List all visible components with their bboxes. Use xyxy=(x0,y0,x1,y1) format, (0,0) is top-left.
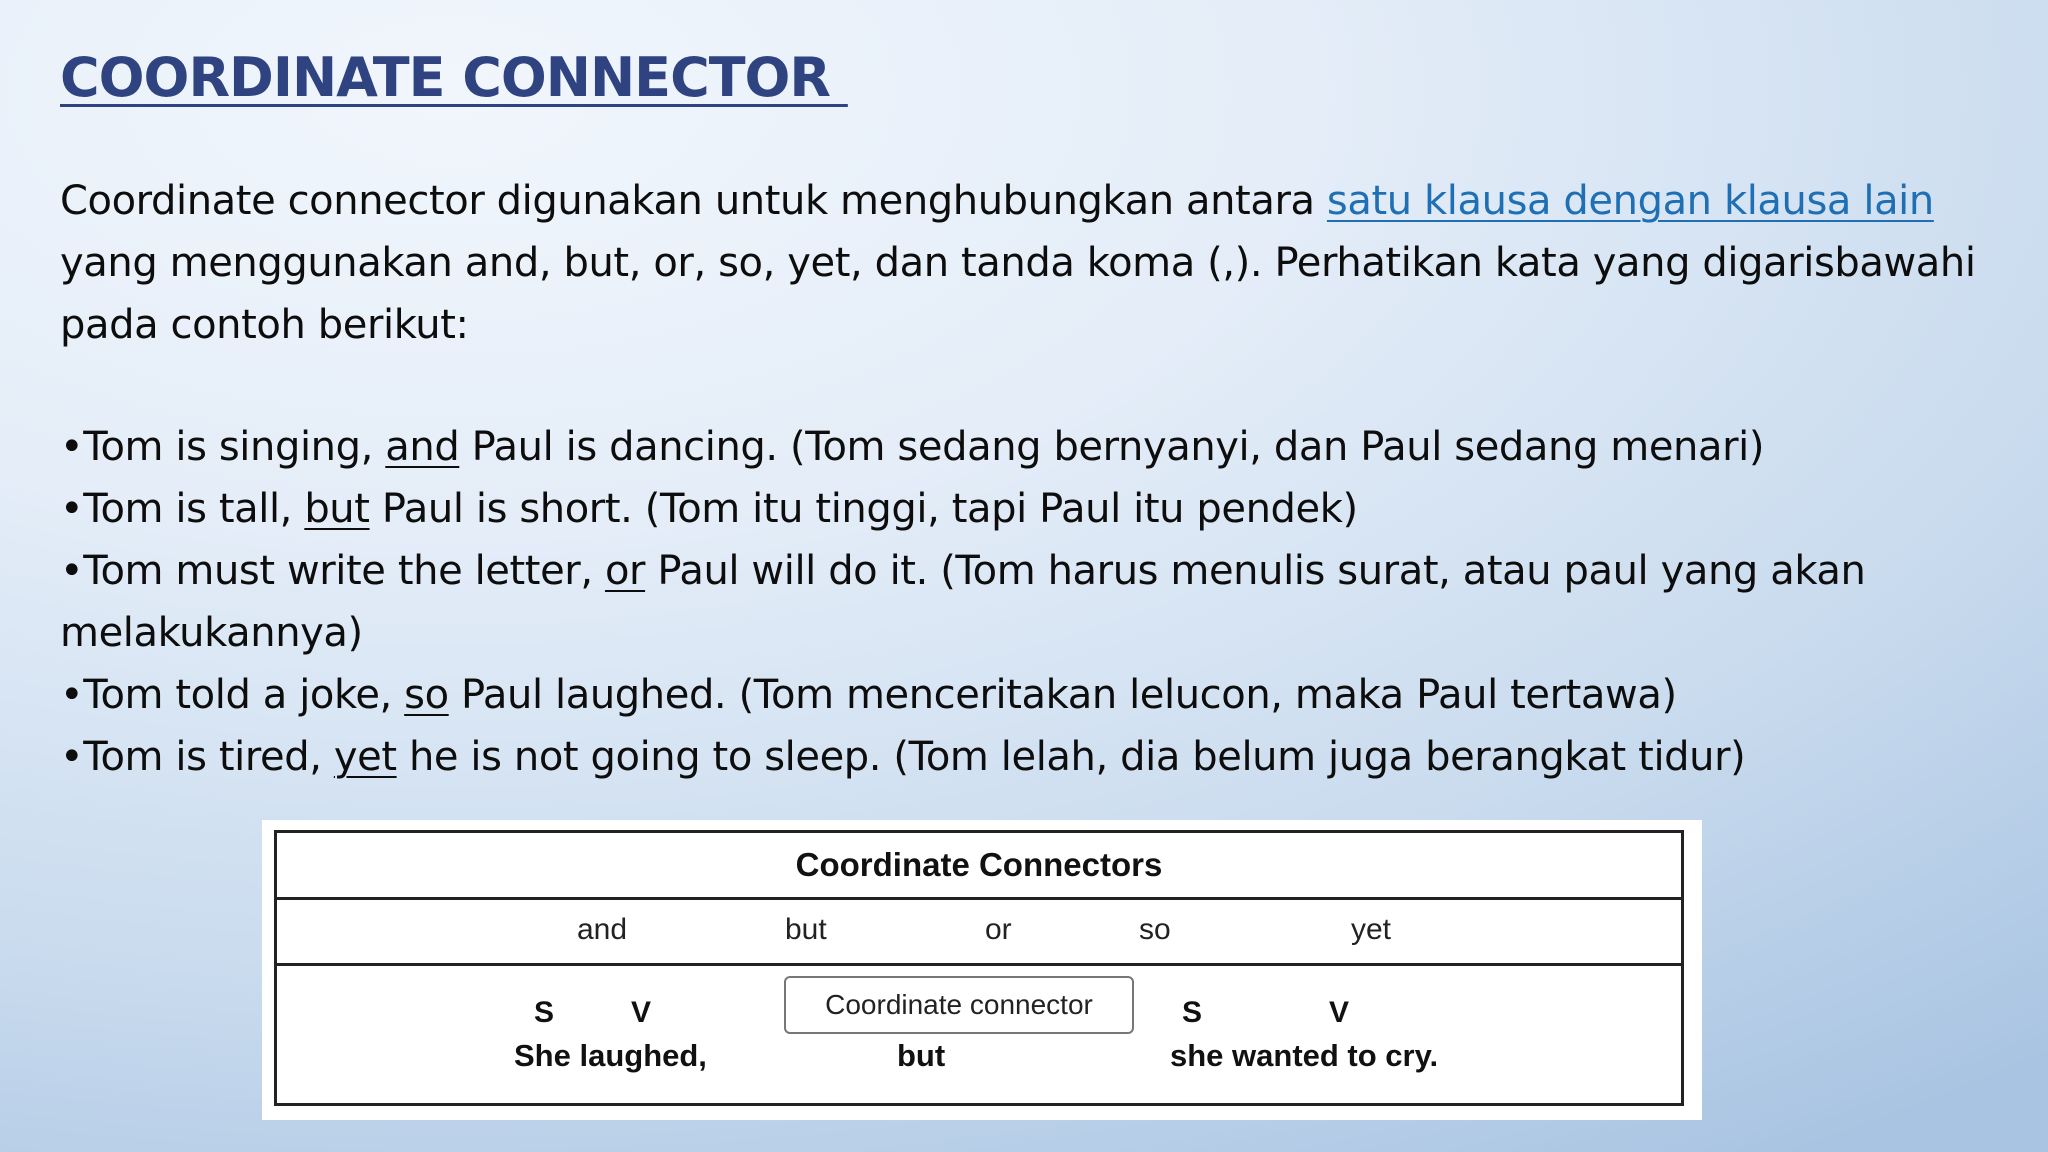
subject-label-left: S xyxy=(534,996,555,1029)
intro-paragraph xyxy=(60,170,2000,356)
example-text: Tom is singing, xyxy=(83,424,386,470)
verb-label-left: V xyxy=(631,996,652,1029)
example-text: Tom must write the letter, xyxy=(83,548,605,594)
connector-example: but xyxy=(897,1038,946,1073)
connector-or: or xyxy=(985,913,1012,946)
example-text: Paul laughed. (Tom menceritakan lelucon, maka Paul tertawa) xyxy=(448,672,1677,718)
intro-text-continued: yang menggunakan and, but, or, so, yet, dan tanda koma (,). Perhatikan kata yang digarisbawahi pada contoh berikut: xyxy=(60,240,1976,348)
clause-left: She laughed, xyxy=(514,1038,707,1073)
connector-table xyxy=(274,830,1684,1106)
example-list xyxy=(60,416,2000,788)
bullet-icon: • xyxy=(60,486,84,532)
bullet-icon: • xyxy=(60,734,84,780)
example-text: Tom is tall, xyxy=(83,486,305,532)
list-item xyxy=(60,726,2000,788)
connector-box: Coordinate connector xyxy=(784,976,1134,1034)
connector-and: and xyxy=(577,913,628,946)
list-item xyxy=(60,416,2000,478)
connector-word: or xyxy=(604,548,646,594)
connector-table-figure xyxy=(262,820,1702,1120)
verb-label-right: V xyxy=(1329,996,1350,1029)
connector-word: and xyxy=(385,424,460,470)
example-text: Paul is short. (Tom itu tinggi, tapi Paul itu pendek) xyxy=(369,486,1358,532)
example-text: Tom is tired, xyxy=(83,734,334,780)
structure-example-row xyxy=(277,966,1681,1103)
connector-word: but xyxy=(304,486,370,532)
bullet-icon: • xyxy=(60,672,84,718)
bullet-icon: • xyxy=(60,424,84,470)
slide-title: COORDINATE CONNECTOR xyxy=(60,46,848,109)
subject-label-right: S xyxy=(1182,996,1203,1029)
connector-word: yet xyxy=(333,734,397,780)
example-text: Tom told a joke, xyxy=(83,672,405,718)
list-item xyxy=(60,540,2000,664)
example-text: Paul is dancing. (Tom sedang bernyanyi, dan Paul sedang menari) xyxy=(459,424,1765,470)
connector-row xyxy=(277,897,1681,966)
connector-so: so xyxy=(1139,913,1171,946)
list-item xyxy=(60,478,2000,540)
list-item xyxy=(60,664,2000,726)
bullet-icon: • xyxy=(60,548,84,594)
clause-right: she wanted to cry. xyxy=(1170,1038,1439,1073)
connector-word: so xyxy=(404,672,449,718)
example-text: Paul will do it. (Tom harus menulis surat, atau paul yang akan melakukannya) xyxy=(60,548,1866,656)
connector-but: but xyxy=(785,913,827,946)
connector-yet: yet xyxy=(1351,913,1392,946)
intro-link[interactable]: satu klausa dengan klausa lain xyxy=(1326,178,1934,224)
table-heading: Coordinate Connectors xyxy=(277,833,1681,900)
example-text: he is not going to sleep. (Tom lelah, dia belum juga berangkat tidur) xyxy=(396,734,1746,780)
intro-text: Coordinate connector digunakan untuk menghubungkan antara xyxy=(60,178,1327,224)
